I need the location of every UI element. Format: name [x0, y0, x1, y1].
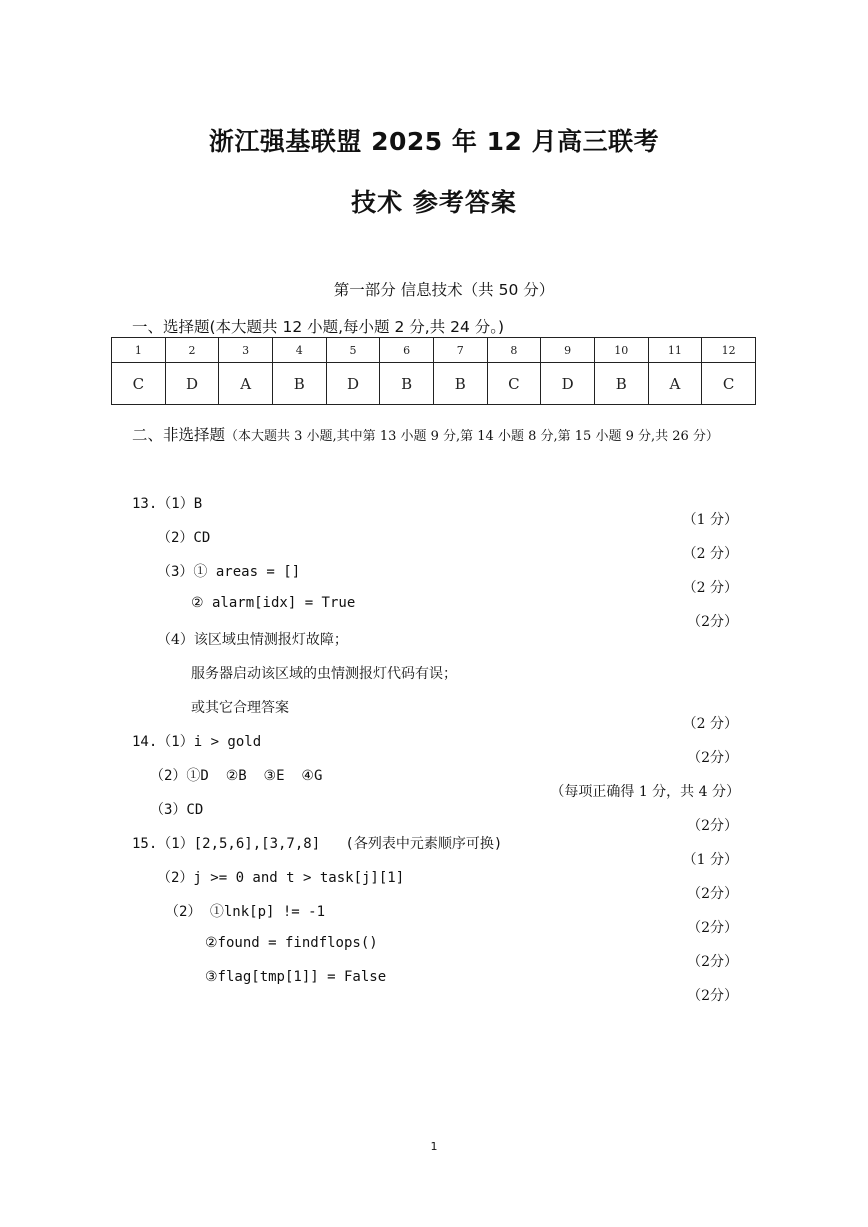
question-number: 11 [648, 338, 702, 363]
question-number: 10 [594, 338, 648, 363]
answer-points: （1 分） [682, 852, 738, 868]
answer-text: （2）CD [157, 530, 211, 546]
answer-line-15-2 [0, 851, 868, 902]
answer-text: 14.（1）i > gold [132, 734, 262, 750]
answer-cell: C [702, 363, 756, 405]
question-number: 7 [433, 338, 487, 363]
answer-cell: D [165, 363, 219, 405]
answer-line-15-3b [0, 919, 868, 970]
answer-line-13-4b [0, 647, 868, 682]
answer-text: ②found = findflops() [205, 935, 378, 951]
answer-cell: B [594, 363, 648, 405]
answer-row [112, 363, 756, 405]
answer-cell: A [219, 363, 273, 405]
answer-text: 服务器启动该区域的虫情测报灯代码有误； [191, 666, 457, 682]
answer-line-13-4a [0, 613, 868, 648]
answer-cell: B [433, 363, 487, 405]
answer-cell: C [487, 363, 541, 405]
answer-line-14-2 [0, 749, 868, 800]
answer-points: （2分） [687, 988, 738, 1004]
question-number: 12 [702, 338, 756, 363]
question-number: 9 [541, 338, 595, 363]
document-title: 浙江强基联盟 2025 年 12 月高三联考 [208, 127, 660, 156]
answer-text: ② alarm[idx] = True [191, 595, 356, 611]
answer-text: （2） ①lnk[p] != -1 [165, 904, 326, 920]
answer-text: （2）j >= 0 and t > task[j][1] [157, 870, 405, 886]
answer-cell: B [380, 363, 434, 405]
answer-points: （2分） [687, 886, 738, 902]
answer-text: （2）①D ②B ③E ④G [150, 768, 323, 784]
answer-cell: A [648, 363, 702, 405]
answer-cell: D [541, 363, 595, 405]
answer-line-15-3a [0, 885, 868, 936]
answer-points: （2分） [687, 954, 738, 970]
answer-points: （2分） [687, 920, 738, 936]
answer-line-13-3a [0, 545, 868, 596]
answer-points: （2 分） [682, 546, 738, 562]
question-number: 6 [380, 338, 434, 363]
answer-points: （2 分） [682, 580, 738, 596]
part-heading: 第一部分 信息技术（共 50 分） [333, 281, 555, 299]
question-number: 2 [165, 338, 219, 363]
answer-cell: D [326, 363, 380, 405]
answer-text: ③flag[tmp[1]] = False [205, 969, 387, 985]
answer-line-13-3b [0, 579, 868, 630]
answer-line-15-1 [0, 817, 868, 868]
answer-points: （每项正确得 1 分，共 4 分） [550, 784, 740, 800]
answer-points: （2分） [687, 818, 738, 834]
answer-line-15-3c [0, 953, 868, 1004]
answer-cell: C [112, 363, 166, 405]
section-2-note: （本大题共 3 小题,其中第 13 小题 9 分,第 14 小题 8 分,第 15 小题 9 分,共 26 分） [225, 429, 719, 444]
answer-line-13-1 [0, 477, 868, 528]
answer-points: （2 分） [682, 716, 738, 732]
answer-text: （3）CD [150, 802, 204, 818]
answer-line-14-3 [0, 783, 868, 834]
question-number: 4 [272, 338, 326, 363]
answer-text: （3）① areas = [] [157, 564, 301, 580]
answer-text: 13.（1）B [132, 496, 203, 512]
answer-line-13-4c [0, 681, 868, 732]
question-number: 3 [219, 338, 273, 363]
question-number: 5 [326, 338, 380, 363]
question-number: 1 [112, 338, 166, 363]
page-number: 1 [430, 1140, 438, 1153]
document-subtitle: 技术 参考答案 [351, 188, 517, 217]
answer-text: 或其它合理答案 [191, 700, 289, 716]
answer-line-14-1 [0, 715, 868, 766]
answer-text: 15.（1）[2,5,6],[3,7,8] (各列表中元素顺序可换) [132, 836, 503, 852]
answer-points: （2分） [687, 750, 738, 766]
choice-answer-table [111, 337, 756, 405]
answer-text: （4）该区域虫情测报灯故障； [157, 632, 348, 648]
section-2-heading [132, 422, 742, 450]
section-1-heading: 一、选择题(本大题共 12 小题,每小题 2 分,共 24 分。) [132, 318, 505, 336]
answer-points: （2分） [687, 614, 738, 630]
question-number-row [112, 338, 756, 363]
section-2-title: 二、非选择题 [132, 426, 226, 444]
answer-line-13-2 [0, 511, 868, 562]
answer-points: （1 分） [682, 512, 738, 528]
question-number: 8 [487, 338, 541, 363]
answer-cell: B [272, 363, 326, 405]
